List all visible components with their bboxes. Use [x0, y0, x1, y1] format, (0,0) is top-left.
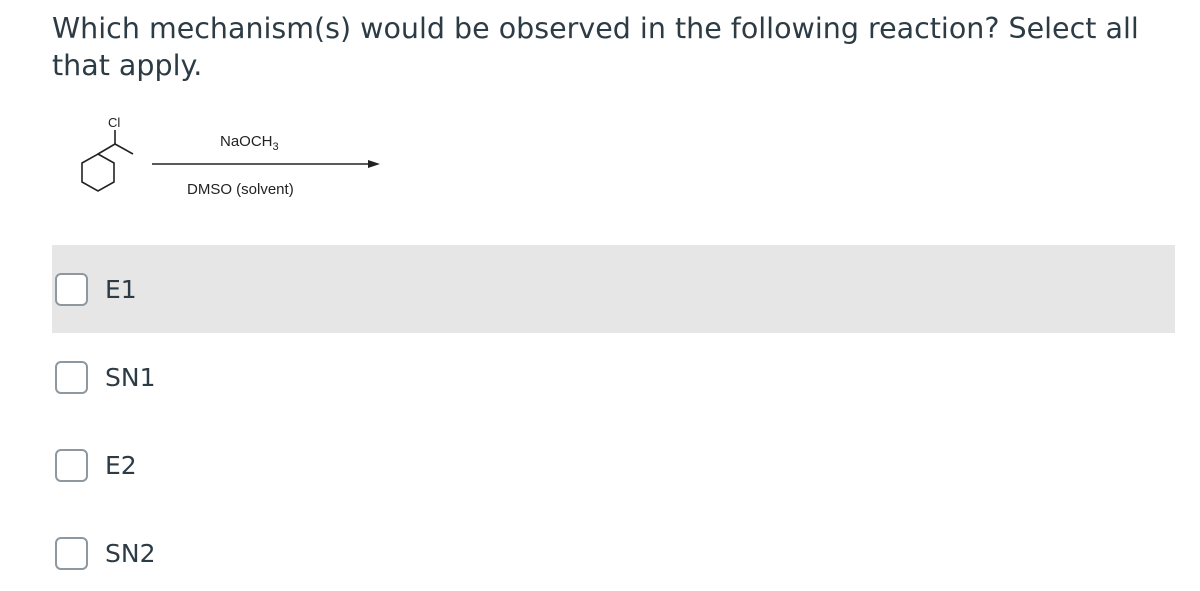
- option-label-e1: E1: [105, 274, 137, 304]
- option-sn2[interactable]: [52, 509, 1175, 591]
- checkbox-e2[interactable]: [55, 449, 88, 482]
- reagent-subscript: 3: [272, 141, 279, 153]
- checkbox-e1[interactable]: [55, 273, 88, 306]
- question-text: Which mechanism(s) would be observed in the following reaction? Select all that apply.: [52, 12, 1139, 82]
- option-label-sn1: SN1: [105, 362, 156, 392]
- reagent-main: NaOCH: [220, 133, 273, 150]
- answer-options: [52, 245, 1175, 591]
- reaction-scheme: [50, 112, 410, 212]
- option-e2[interactable]: [52, 421, 1175, 509]
- option-label-e2: E2: [105, 450, 137, 480]
- chlorine-label: Cl: [108, 115, 121, 130]
- option-e1[interactable]: [52, 245, 1175, 333]
- cyclohexane-ring: [82, 154, 114, 191]
- bond-ring-to-carbon: [98, 144, 115, 154]
- option-sn1[interactable]: [52, 333, 1175, 421]
- reaction-arrow-head: [368, 160, 380, 168]
- solvent-label: DMSO (solvent): [187, 181, 294, 198]
- reaction-diagram: [50, 112, 410, 212]
- checkbox-sn1[interactable]: [55, 361, 88, 394]
- option-label-sn2: SN2: [105, 538, 156, 568]
- reagent-label: [220, 133, 279, 153]
- checkbox-sn2[interactable]: [55, 537, 88, 570]
- bond-methyl: [115, 144, 133, 154]
